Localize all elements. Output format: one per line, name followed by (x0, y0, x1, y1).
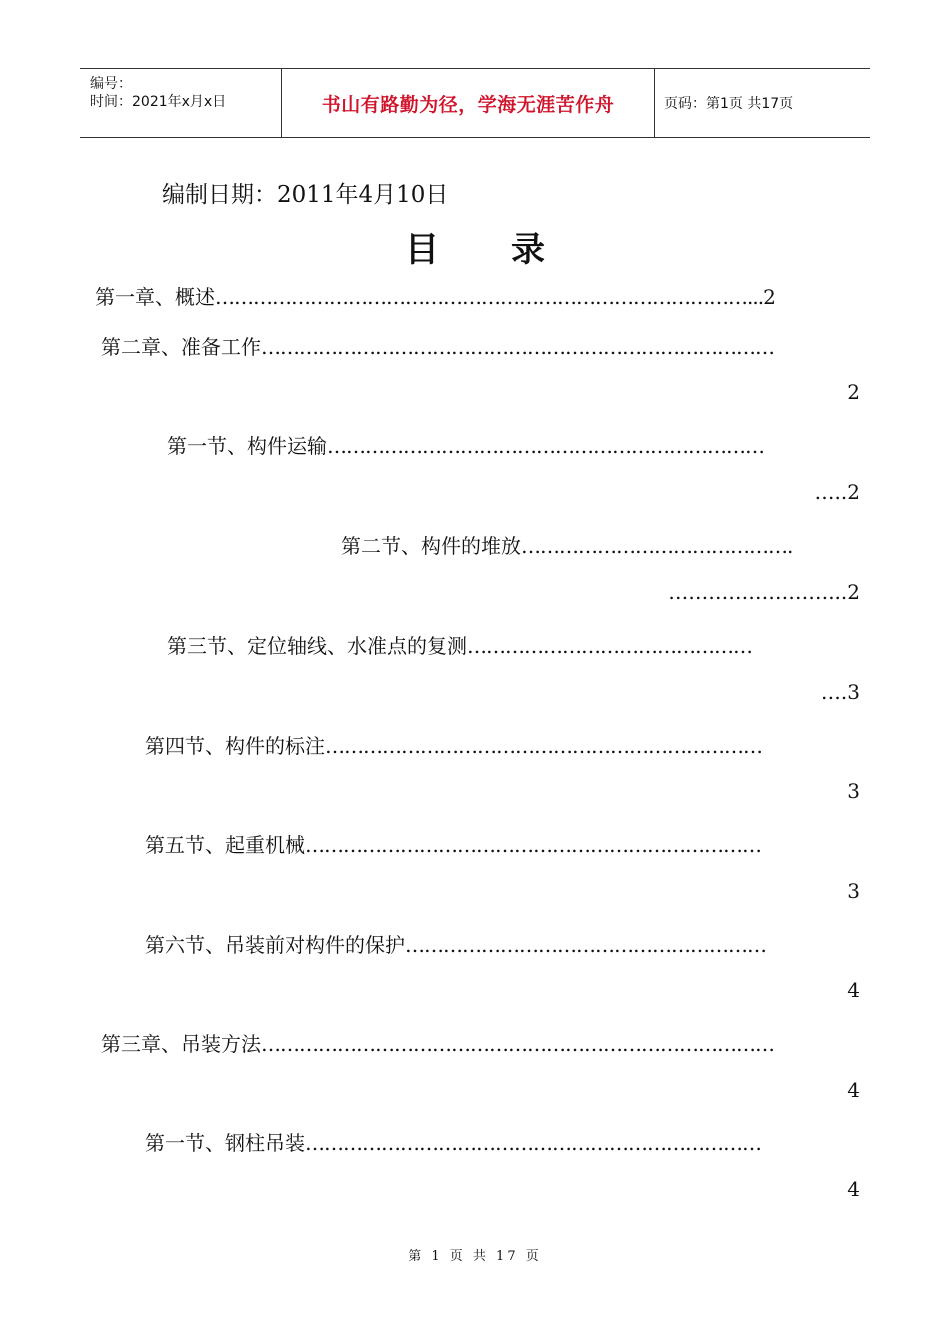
toc-entry-page: ….3 (820, 680, 860, 704)
toc-entry[interactable] (167, 430, 861, 459)
toc-entry-label: 第一节、构件运输 (167, 434, 327, 458)
toc-entry-page: 3 (847, 879, 860, 903)
document-number: 编号： (90, 76, 132, 92)
header-page-cell (655, 69, 870, 137)
toc-entry-page: 4 (847, 1177, 860, 1201)
toc-leader: ……………………………………… (467, 634, 752, 658)
toc-entry[interactable] (95, 281, 865, 310)
toc-leader: ……………………………………. (521, 534, 793, 558)
document-time: 时间：2021年x月x日 (90, 94, 227, 110)
toc-entry-page: 4 (847, 1078, 860, 1102)
toc-entry-page: 3 (847, 779, 860, 803)
toc-entry[interactable] (145, 1127, 861, 1156)
page-info: 页码：第1页 共17页 (664, 96, 794, 112)
toc-entry-page: 2 (847, 380, 860, 404)
document-header (80, 68, 870, 138)
toc-entry-page: ……………………...2 (668, 580, 860, 604)
toc-entry-page: …..2 (814, 480, 860, 504)
toc-entry[interactable] (167, 630, 861, 659)
toc-entry-label: 第二节、构件的堆放 (341, 534, 521, 558)
toc-entry[interactable] (145, 829, 861, 858)
toc-entry-label: 第一章、概述 (95, 285, 215, 309)
header-meta-cell (80, 69, 282, 137)
toc-entry[interactable] (101, 331, 861, 360)
toc-entry-label: 第一节、钢柱吊装 (145, 1131, 305, 1155)
toc-entry-label: 第五节、起重机械 (145, 833, 305, 857)
toc-leader: …………………………………………………………… (325, 734, 762, 758)
toc-entry-label: 第二章、准备工作 (101, 335, 261, 359)
toc-entry[interactable] (101, 1028, 861, 1057)
toc-entry[interactable] (341, 530, 863, 559)
motto: 书山有路勤为径，学海无涯苦作舟 (321, 93, 615, 116)
header-motto-cell (282, 69, 655, 137)
toc-entry[interactable] (145, 730, 861, 759)
toc-leader: ……………………………………………………………… (305, 1131, 761, 1155)
toc-leader: ……………………………………………………………… (305, 833, 761, 857)
toc-leader: ………………………………………………… (405, 933, 766, 957)
toc-leader: ……………………………………………………………………… (261, 1032, 774, 1056)
toc-leader: …………………………………………………………… (327, 434, 764, 458)
compile-date: 编制日期：2011年4月10日 (162, 182, 449, 208)
toc-entry[interactable] (145, 929, 861, 958)
toc-leader: ……………………………………………………………………… (261, 335, 774, 359)
toc-entry-label: 第四节、构件的标注 (145, 734, 325, 758)
toc-entry-label: 第三节、定位轴线、水准点的复测 (167, 634, 467, 658)
toc-entry-page: 4 (847, 978, 860, 1002)
toc-entry-label: 第六节、吊装前对构件的保护 (145, 933, 405, 957)
toc-leader: …………………………………………………………………………... (215, 285, 764, 309)
toc-entry-label: 第三章、吊装方法 (101, 1032, 261, 1056)
page-footer: 第 1 页 共 17 页 (408, 1249, 542, 1264)
toc-entry-page: 2 (763, 285, 776, 309)
toc-title: 目录 (405, 230, 617, 270)
